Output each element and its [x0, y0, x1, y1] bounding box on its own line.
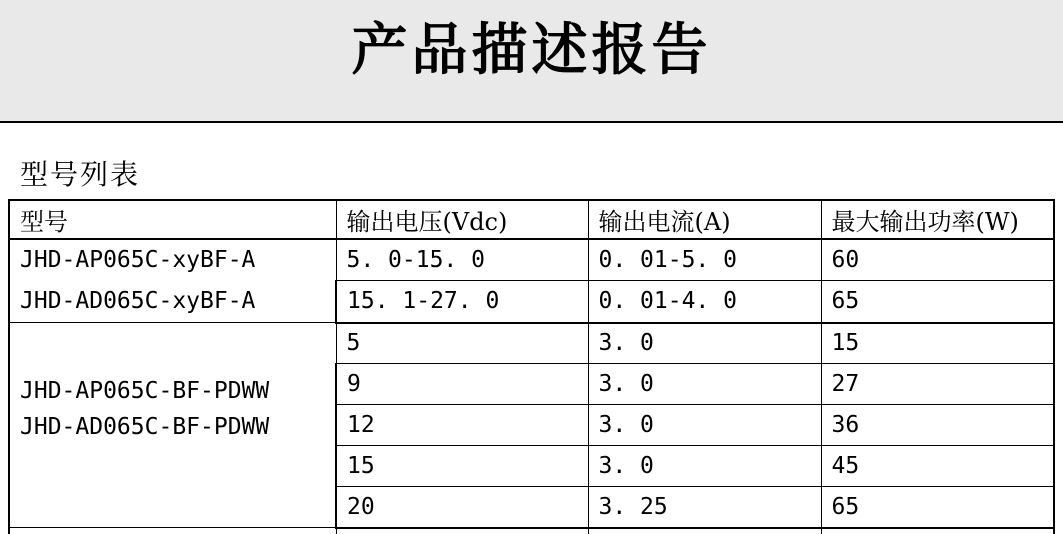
report-title: 产品描述报告: [351, 17, 712, 83]
current-cell: 3. 0: [588, 405, 821, 446]
voltage-cell: 12: [336, 405, 588, 446]
section-label-model-list: 型号列表: [20, 158, 141, 191]
table-row: [9, 323, 1054, 364]
report-header-band: [0, 0, 1063, 123]
current-cell: 3. 0: [588, 323, 821, 364]
col-header-output-voltage: 输出电压(Vdc): [336, 200, 588, 239]
model-lines: [20, 373, 335, 445]
model-cell-group2: [9, 323, 336, 528]
table-row: [9, 239, 1054, 281]
power-cell: 65: [821, 487, 1054, 528]
voltage-cell: 5: [336, 323, 588, 364]
power-cell-empty: [821, 528, 1054, 534]
current-cell: 0. 01-4. 0: [588, 281, 821, 323]
voltage-cell: 20: [336, 487, 588, 528]
power-cell: 45: [821, 446, 1054, 487]
current-cell: 3. 0: [588, 364, 821, 405]
model-cell-group1: [9, 239, 336, 323]
col-header-output-current: 输出电流(A): [588, 200, 821, 239]
power-cell: 60: [821, 239, 1054, 281]
voltage-cell: 15. 1-27. 0: [336, 281, 588, 323]
voltage-cell: 9: [336, 364, 588, 405]
current-cell: 3. 25: [588, 487, 821, 528]
model-line: JHD-AP065C-BF-PDWW: [20, 378, 270, 404]
table-header-row: [9, 200, 1054, 239]
table-row-partial: [9, 528, 1054, 534]
model-lines: [20, 240, 335, 322]
model-line: JHD-AP065C-xyBF-A: [20, 247, 256, 273]
power-cell: 15: [821, 323, 1054, 364]
power-cell: 65: [821, 281, 1054, 323]
current-cell-empty: [588, 528, 821, 534]
model-list-table: [8, 199, 1055, 534]
power-cell: 36: [821, 405, 1054, 446]
voltage-cell-empty: [336, 528, 588, 534]
current-cell: 0. 01-5. 0: [588, 239, 821, 281]
voltage-cell: 5. 0-15. 0: [336, 239, 588, 281]
col-header-model: 型号: [9, 200, 336, 239]
model-line: JHD-AD065C-xyBF-A: [20, 288, 256, 314]
model-cell-empty: [9, 528, 336, 534]
model-line: JHD-AD065C-BF-PDWW: [20, 414, 270, 440]
col-header-max-output-power: 最大输出功率(W): [821, 200, 1054, 239]
current-cell: 3. 0: [588, 446, 821, 487]
voltage-cell: 15: [336, 446, 588, 487]
power-cell: 27: [821, 364, 1054, 405]
